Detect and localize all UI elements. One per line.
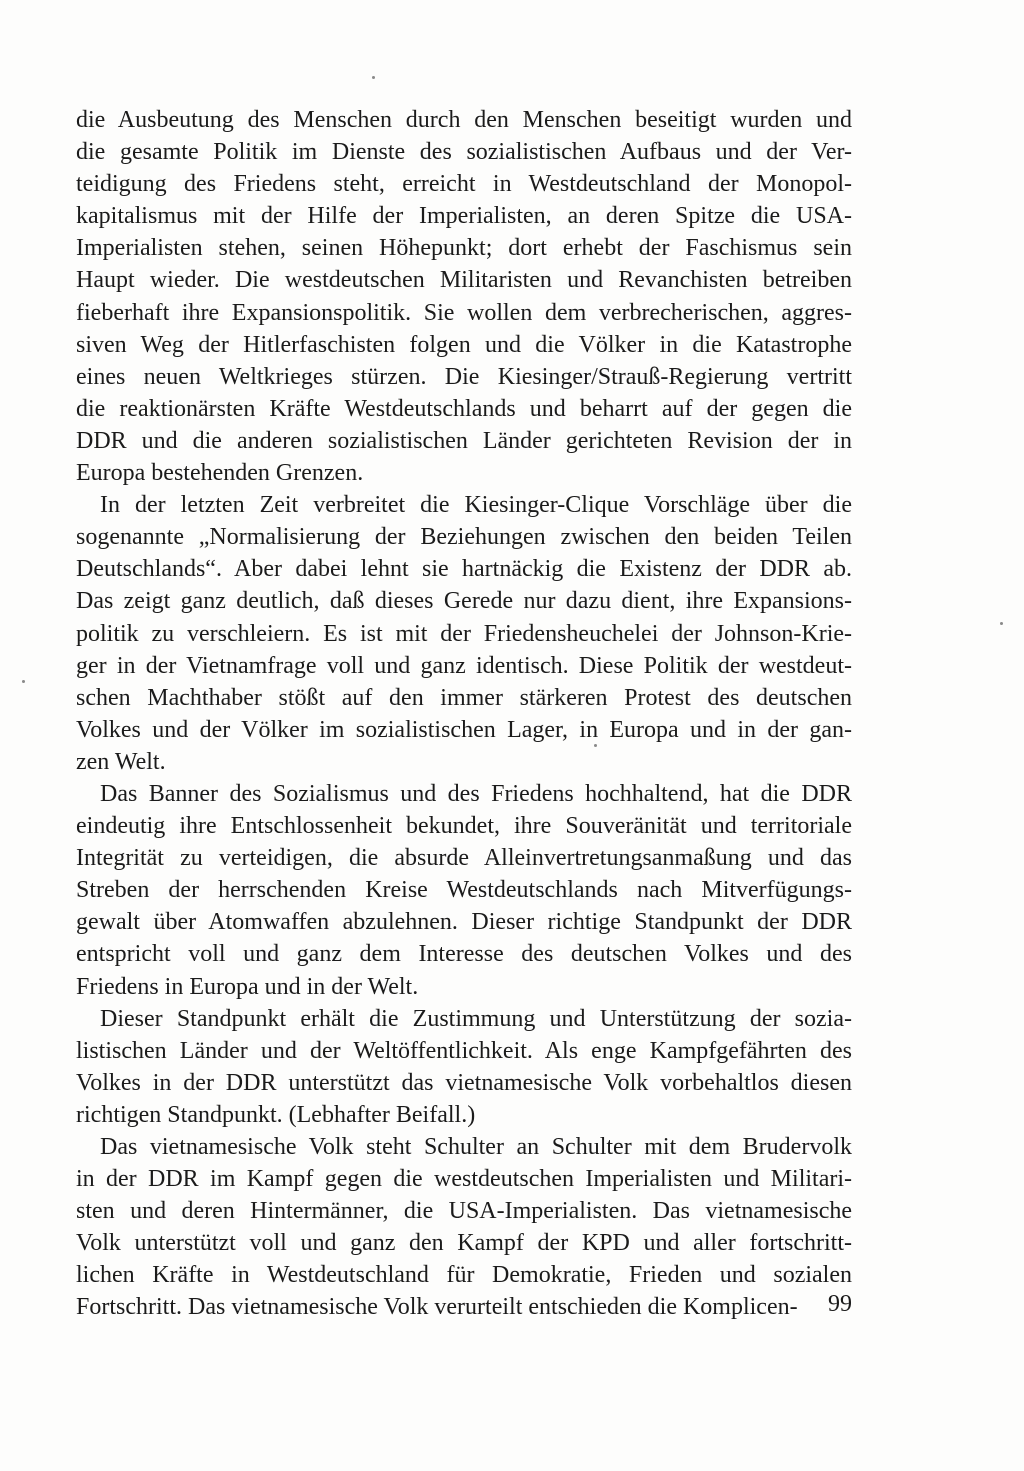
paragraph	[76, 104, 852, 489]
text-line: Volkes und der Völker im sozialistischen Lager, in Europa und in der gan-	[76, 716, 852, 743]
text-line: In der letzten Zeit verbreitet die Kiesinger-Clique Vorschläge über die	[100, 492, 852, 519]
text-line: Das zeigt ganz deutlich, daß dieses Gerede nur dazu dient, ihre Expansions-	[76, 588, 852, 615]
text-line: listischen Länder und der Weltöffentlichkeit. Als enge Kampfgefährten des	[76, 1037, 852, 1064]
text-line: Europa bestehenden Grenzen.	[76, 460, 364, 487]
scan-speck	[594, 744, 597, 747]
text-line: Volk unterstützt voll und ganz den Kampf der KPD und aller fortschritt-	[76, 1230, 852, 1257]
text-line: in der DDR im Kampf gegen die westdeutschen Imperialisten und Militari-	[76, 1166, 852, 1193]
text-line: gewalt über Atomwaffen abzulehnen. Dieser richtige Standpunkt der DDR	[76, 909, 852, 936]
text-line: die gesamte Politik im Dienste des sozialistischen Aufbaus und der Ver-	[76, 139, 852, 166]
text-line: ger in der Vietnamfrage voll und ganz identisch. Diese Politik der westdeut-	[76, 652, 852, 679]
paragraph	[76, 1003, 852, 1131]
text-line: Dieser Standpunkt erhält die Zustimmung und Unterstützung der sozia-	[100, 1005, 852, 1032]
text-line: Haupt wieder. Die westdeutschen Militaristen und Revanchisten betreiben	[76, 267, 852, 294]
scan-speck	[372, 76, 375, 79]
text-line: eindeutig ihre Entschlossenheit bekundet, ihre Souveränität und territoriale	[76, 813, 852, 840]
text-line: sten und deren Hintermänner, die USA-Imperialisten. Das vietnamesische	[76, 1198, 852, 1225]
text-line: Integrität zu verteidigen, die absurde Alleinvertretungsanmaßung und das	[76, 845, 852, 872]
scan-speck	[22, 680, 25, 683]
text-line: schen Machthaber stößt auf den immer stärkeren Protest des deutschen	[76, 684, 852, 711]
text-line: die Ausbeutung des Menschen durch den Menschen beseitigt wurden und	[76, 107, 852, 133]
paragraph	[76, 778, 852, 1003]
text-line: Deutschlands“. Aber dabei lehnt sie hartnäckig die Existenz der DDR ab.	[76, 556, 852, 583]
text-line: zen Welt.	[76, 748, 166, 775]
text-line: Fortschritt. Das vietnamesische Volk verurteilt entschieden die Komplicen-	[76, 1294, 798, 1321]
body-text	[76, 104, 852, 1324]
text-line: Das vietnamesische Volk steht Schulter an Schulter mit dem Brudervolk	[100, 1134, 852, 1160]
paragraph	[76, 489, 852, 778]
text-line: Volkes in der DDR unterstützt das vietnamesische Volk vorbehaltlos diesen	[76, 1069, 852, 1096]
text-line: Streben der herrschenden Kreise Westdeutschlands nach Mitverfügungs-	[76, 877, 852, 904]
paragraph	[76, 1131, 852, 1324]
text-line: eines neuen Weltkrieges stürzen. Die Kiesinger/Strauß-Regierung vertritt	[76, 363, 852, 390]
page-number: 99	[828, 1291, 852, 1317]
text-line: Friedens in Europa und in der Welt.	[76, 973, 419, 1000]
text-line: teidigung des Friedens steht, erreicht in Westdeutschland der Monopol-	[76, 171, 852, 198]
text-line: richtigen Standpunkt. (Lebhafter Beifall.)	[76, 1101, 476, 1128]
text-line: lichen Kräfte in Westdeutschland für Demokratie, Frieden und sozialen	[76, 1262, 852, 1289]
text-line: entspricht voll und ganz dem Interesse des deutschen Volkes und des	[76, 941, 852, 968]
text-line: Das Banner des Sozialismus und des Friedens hochhaltend, hat die DDR	[100, 780, 852, 807]
text-line: politik zu verschleiern. Es ist mit der Friedensheuchelei der Johnson-Krie-	[76, 620, 852, 647]
text-line: siven Weg der Hitlerfaschisten folgen und die Völker in die Katastrophe	[76, 331, 852, 358]
scan-speck	[1000, 622, 1003, 625]
text-line: fieberhaft ihre Expansionspolitik. Sie wollen dem verbrecherischen, aggres-	[76, 299, 852, 326]
text-line: sogenannte „Normalisierung der Beziehungen zwischen den beiden Teilen	[76, 524, 852, 551]
text-line: kapitalismus mit der Hilfe der Imperialisten, an deren Spitze die USA-	[76, 203, 852, 230]
text-line: DDR und die anderen sozialistischen Länder gerichteten Revision der in	[76, 427, 852, 454]
text-line: Imperialisten stehen, seinen Höhepunkt; dort erhebt der Faschismus sein	[76, 235, 852, 262]
text-line: die reaktionärsten Kräfte Westdeutschlands und beharrt auf der gegen die	[76, 395, 852, 422]
